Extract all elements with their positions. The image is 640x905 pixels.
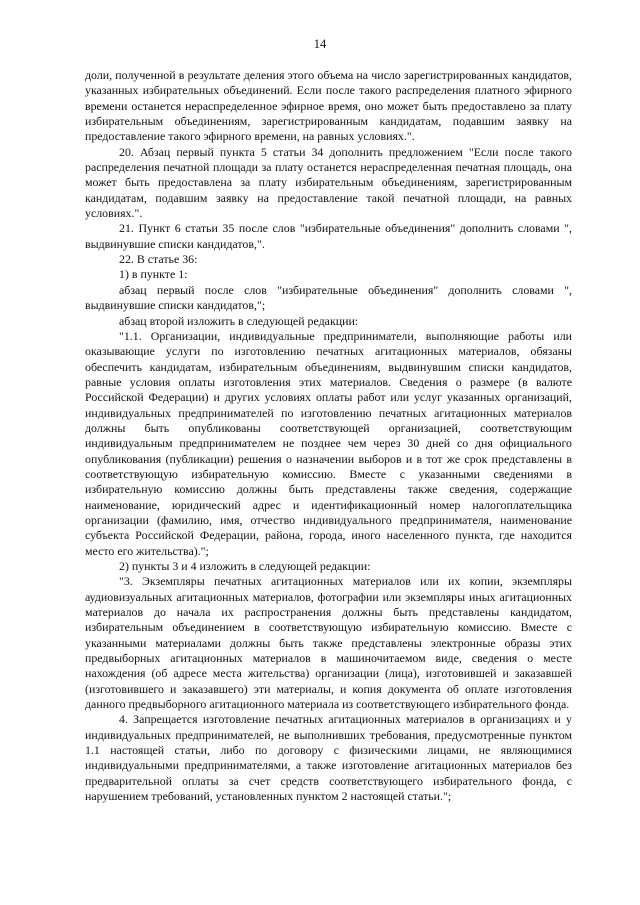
paragraph-first-abzac: абзац первый после слов "избирательные объединения" дополнить словами ", выдвинувшие списки кандидатов,"; xyxy=(85,282,572,313)
paragraph-item-21: 21. Пункт 6 статьи 35 после слов "избирательные объединения" дополнить словами ", выдвинувшие списки кандидатов,". xyxy=(85,221,572,251)
paragraph-second-abzac: абзац второй изложить в следующей редакции: xyxy=(119,313,359,328)
paragraph-clause-1-1: "1.1. Организации, индивидуальные предприниматели, выполняющие работы или оказывающие услуги по изготовлению печатных агитационных материалов, обязаны обеспечить кандидатам, избирательным объединениям, выдвинувшим списки кандидатов, равные условия оплаты изготовления этих материалов. Сведения о размере (в валюте Российской Федерации) и других условиях оплаты работ или услуг указанных организаций, индивидуальных предпринимателей по изготовлению печатных агитационных материалов должны быть опубликованы соответствующей организацией, соответствующим индивидуальным предпринимателем не позднее чем через 30 дней со дня официального опубликования (публикации) решения о назначении выборов и в тот же срок представлены в соответствующую избирательную комиссию. Вместе с указанными сведениями в избирательную комиссию должны быть представлены также сведения, содержащие наименование, юридический адрес и идентификационный номер налогоплательщика организации (фамилию, имя, отчество индивидуального предпринимателя, наименование субъекта Российской Федерации, района, города, иного населенного пункта, где находится место его жительства)."; xyxy=(85,328,572,558)
paragraph-item-20: 20. Абзац первый пункта 5 статьи 34 дополнить предложением "Если после такого распределения печатной площади за плату останется нераспределенная печатная площадь, она может быть предоставлена за плату избирательным объединениям, зарегистрированным кандидатам, подавшим заявку на предоставление такой печатной площади, на равных условиях.". xyxy=(85,144,572,221)
paragraph-clause-4: 4. Запрещается изготовление печатных агитационных материалов в организациях и у индивидуальных предпринимателей, не выполнивших требования, предусмотренные пунктом 1.1 настоящей статьи, либо по договору с физическими лицами, не являющимися индивидуальными предпринимателями, а также изготовление агитационных материалов без предварительной оплаты за счет средств соответствующего избирательного фонда, с нарушением требований, установленных пунктом 2 настоящей статьи."; xyxy=(85,712,572,804)
page-number: 14 xyxy=(313,37,327,51)
paragraph-subitem-2: 2) пункты 3 и 4 изложить в следующей редакции: xyxy=(119,559,371,573)
paragraph-item-22: 22. В статье 36: xyxy=(119,252,198,267)
paragraph-continuation: доли, полученной в результате деления этого объема на число зарегистрированных кандидатов, указанных избирательных объединений. Если после такого распределения платного эфирного времени останется нераспределенное эфирное время, оно может быть предоставлено за плату избирательным объединениям, зарегистрированным кандидатам, подавшим заявку на предоставление такого эфирного времени, на равных условиях.". xyxy=(85,68,572,144)
paragraph-clause-3: "3. Экземпляры печатных агитационных материалов или их копии, экземпляры аудиовизуальных агитационных материалов, фотографии или экземпляры иных агитационных материалов до начала их распространения должны быть представлены кандидатом, избирательным объединением в соответствующую избирательную комиссию. Вместе с указанными материалами должны быть также представлены электронные образы этих предвыборных агитационных материалов в машиночитаемом виде, сведения о месте нахождения (об адресе места жительства) организации (лица), изготовившей и заказавшей (изготовившего и заказавшего) эти материалы, и копия документа об оплате изготовления данного предвыборного агитационного материала из соответствующего избирательного фонда. xyxy=(85,574,572,712)
document-body xyxy=(85,68,572,805)
paragraph-subitem-1: 1) в пункте 1: xyxy=(119,267,188,282)
